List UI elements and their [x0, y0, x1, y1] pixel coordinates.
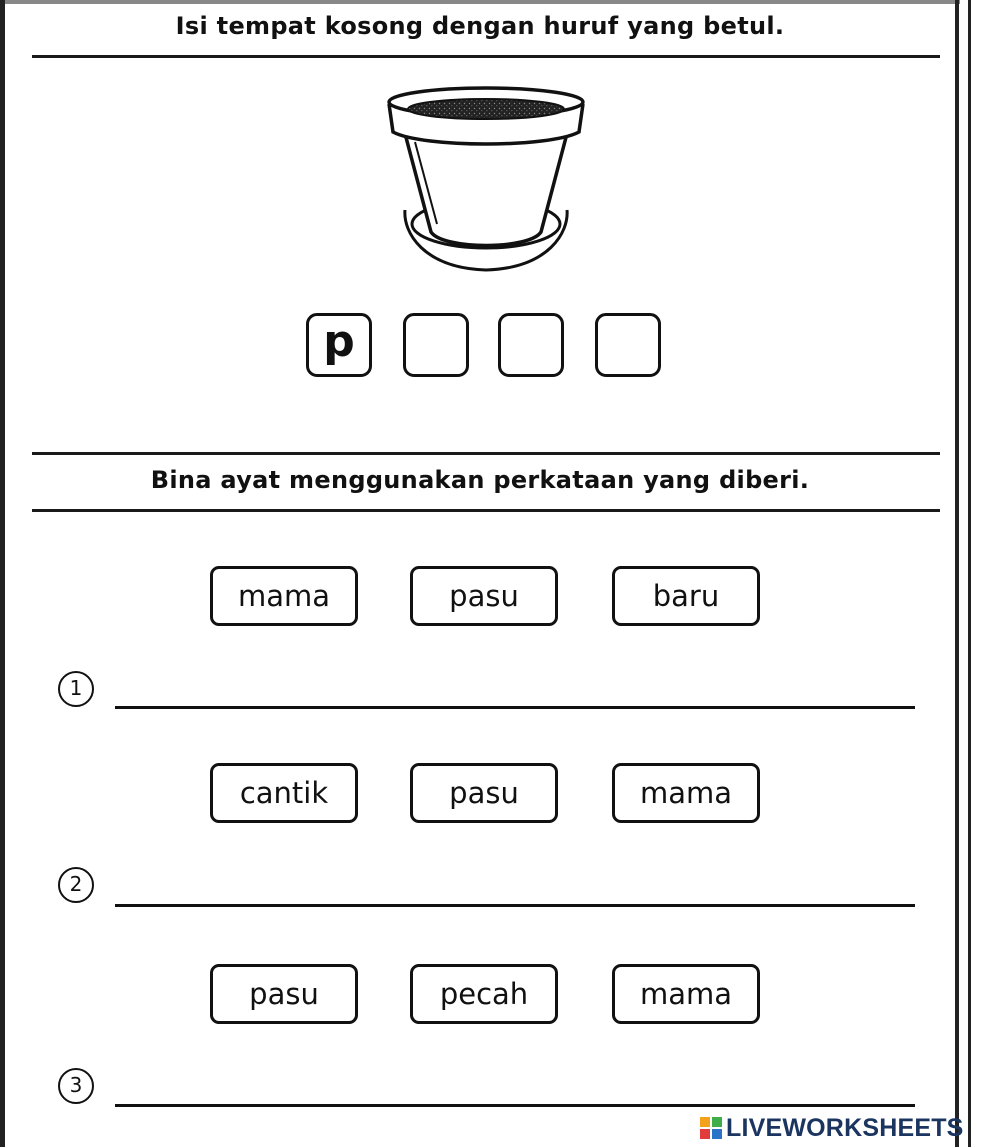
word-box: pasu [410, 763, 558, 823]
divider [32, 55, 940, 58]
liveworksheets-logo [700, 1113, 964, 1143]
letter-box-4[interactable] [595, 313, 661, 377]
logo-mark-icon [700, 1117, 722, 1139]
page-frame-left [0, 0, 5, 1147]
top-border [0, 0, 960, 4]
letter-box-2[interactable] [403, 313, 469, 377]
instruction-build-sentences: Bina ayat menggunakan perkataan yang diberi. [150, 466, 810, 494]
answer-line-1[interactable] [115, 706, 915, 709]
logo-square [712, 1129, 722, 1139]
word-box: baru [612, 566, 760, 626]
logo-text: LIVEWORKSHEETS [726, 1113, 964, 1142]
item-number-1: 1 [58, 671, 94, 707]
logo-square [700, 1129, 710, 1139]
word-box: pecah [410, 964, 558, 1024]
answer-line-2[interactable] [115, 904, 915, 907]
item-number-3: 3 [58, 1068, 94, 1104]
flower-pot-icon [383, 82, 589, 282]
divider [32, 509, 940, 512]
divider [32, 452, 940, 455]
item-number-2: 2 [58, 867, 94, 903]
instruction-fill-blanks: Isi tempat kosong dengan huruf yang betul. [175, 12, 785, 40]
answer-line-3[interactable] [115, 1104, 915, 1107]
page-frame-right [955, 0, 971, 1147]
word-box: mama [210, 566, 358, 626]
word-box: mama [612, 964, 760, 1024]
word-box: pasu [210, 964, 358, 1024]
letter-box-3[interactable] [498, 313, 564, 377]
letter-box-1: p [306, 313, 372, 377]
word-box: pasu [410, 566, 558, 626]
word-box: mama [612, 763, 760, 823]
word-box: cantik [210, 763, 358, 823]
logo-square [712, 1117, 722, 1127]
logo-square [700, 1117, 710, 1127]
